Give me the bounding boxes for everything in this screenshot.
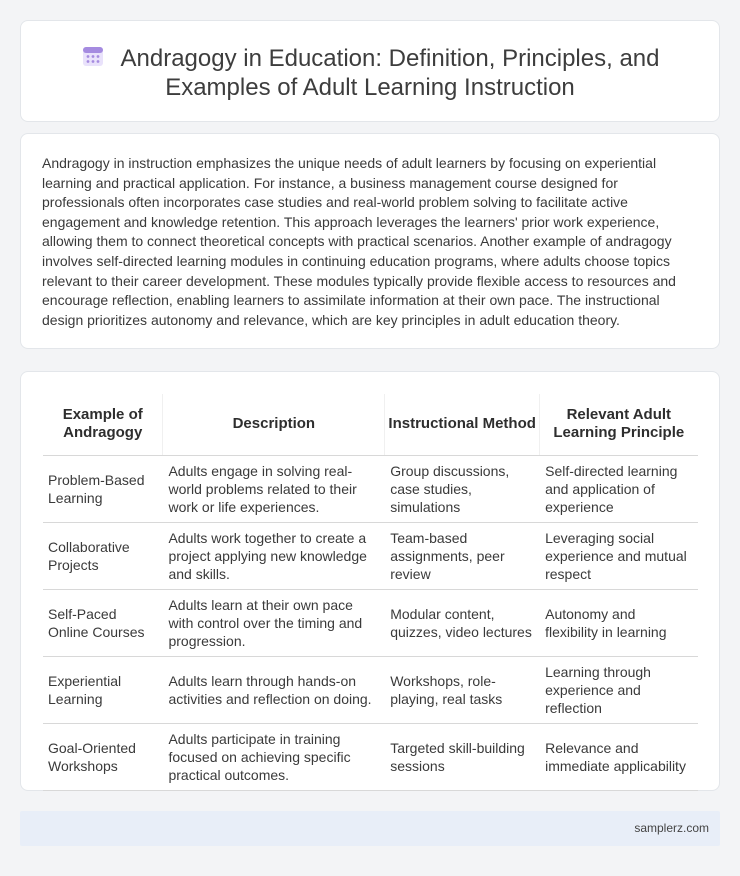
table-cell-example: Goal-Oriented Workshops xyxy=(43,723,163,790)
title-card xyxy=(20,20,720,122)
table-row xyxy=(43,455,698,522)
table-cell-principle: Relevance and immediate applicability xyxy=(540,723,698,790)
title-line-1: Andragogy in Education: Definition, Principles, and xyxy=(120,45,660,72)
table-cell-method: Team-based assignments, peer review xyxy=(385,522,540,589)
table-card xyxy=(20,371,720,791)
table-cell-example: Self-Paced Online Courses xyxy=(43,589,163,656)
column-header: Relevant Adult Learning Principle xyxy=(540,394,698,455)
column-header: Instructional Method xyxy=(385,394,540,455)
table-cell-example: Problem-Based Learning xyxy=(43,455,163,522)
table-cell-description: Adults work together to create a project applying new knowledge and skills. xyxy=(163,522,385,589)
table-cell-description: Adults engage in solving real-world problems related to their work or life experiences. xyxy=(163,455,385,522)
table-cell-principle: Learning through experience and reflection xyxy=(540,656,698,723)
table-cell-method: Group discussions, case studies, simulations xyxy=(385,455,540,522)
table-row xyxy=(43,723,698,790)
table-header-row xyxy=(43,394,698,455)
table-cell-description: Adults participate in training focused on achieving specific practical outcomes. xyxy=(163,723,385,790)
column-header: Description xyxy=(163,394,385,455)
calendar-grid-icon xyxy=(81,44,105,68)
table-row xyxy=(43,589,698,656)
column-header: Example of Andragogy xyxy=(43,394,163,455)
intro-paragraph: Andragogy in instruction emphasizes the unique needs of adult learners by focusing on experiential learning and practical application. For instance, a business management course designed for professionals often incorporates case studies and real-world problem solving to facilitate active engagement and knowledge retention. This approach leverages the learners' prior work experience, allowing them to connect theoretical concepts with practical scenarios. Another example of andragogy involves self-directed learning modules in continuing education programs, where adults choose topics relevant to their career development. These modules typically provide flexible access to resources and encourage reflection, enabling learners to assimilate information at their own pace. The instructional design prioritizes autonomy and relevance, which are key principles in adult education theory. xyxy=(42,155,676,328)
table-cell-example: Experiential Learning xyxy=(43,656,163,723)
table-cell-principle: Leveraging social experience and mutual respect xyxy=(540,522,698,589)
title-line-2: Examples of Adult Learning Instruction xyxy=(165,74,575,101)
examples-table xyxy=(43,394,698,791)
table-cell-method: Modular content, quizzes, video lectures xyxy=(385,589,540,656)
intro-card xyxy=(20,133,720,349)
table-cell-example: Collaborative Projects xyxy=(43,522,163,589)
table-cell-method: Workshops, role-playing, real tasks xyxy=(385,656,540,723)
page-title xyxy=(21,44,719,102)
table-row xyxy=(43,656,698,723)
table-cell-principle: Self-directed learning and application of experience xyxy=(540,455,698,522)
table-cell-description: Adults learn at their own pace with control over the timing and progression. xyxy=(163,589,385,656)
table-row xyxy=(43,522,698,589)
source-link[interactable]: samplerz.com xyxy=(634,821,709,835)
table-cell-description: Adults learn through hands-on activities and reflection on doing. xyxy=(163,656,385,723)
table-cell-principle: Autonomy and flexibility in learning xyxy=(540,589,698,656)
footer-bar xyxy=(20,811,720,846)
table-cell-method: Targeted skill-building sessions xyxy=(385,723,540,790)
